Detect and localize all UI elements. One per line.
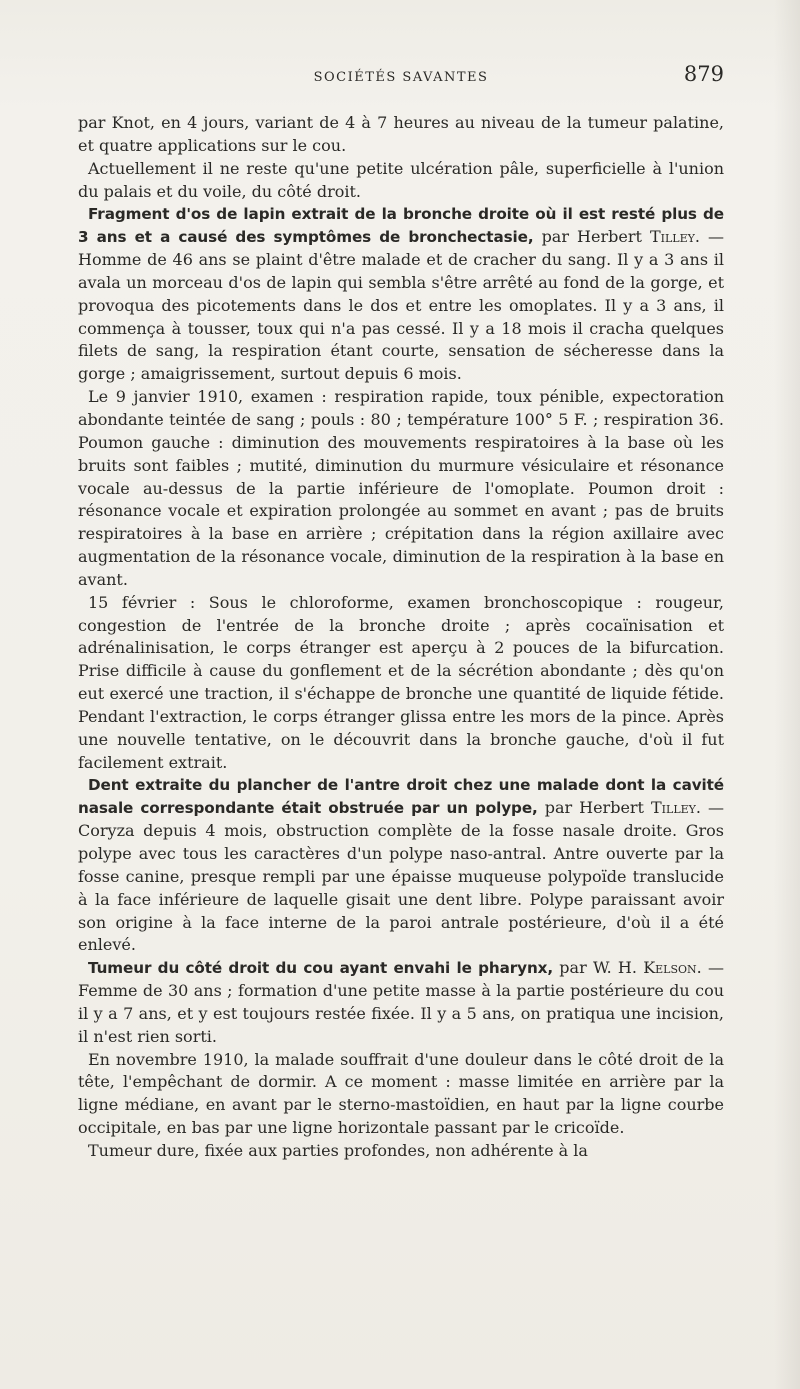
running-head: SOCIÉTÉS SAVANTES <box>313 70 489 85</box>
paragraph-5 <box>78 592 724 775</box>
paragraph-text: . — Coryza depuis 4 mois, obstruction complète de la fosse nasale droite. Gros polype avec tous les caractères d'un polype naso-antral. Antre ouverte par la fosse canine, presque rempli par une épaisse muqueuse polypoïde translucide à la face inférieure de laquelle gisait une dent libre. Polype paraissant avoir son origine à la face interne de la paroi antrale postérieure, d'où il a été enlevé. <box>78 798 725 955</box>
paragraph-8 <box>78 1049 724 1140</box>
paragraph-9 <box>78 1140 724 1163</box>
byline-prefix: par Herbert <box>537 798 651 818</box>
paragraph-text: 15 février : Sous le chloroforme, examen bronchoscopique : rougeur, congestion de l'entrée de la bronche droite ; après cocaïnisation et adrénalinisation, le corps étranger est aperçu à 2 pouces de la bifurcation. Prise difficile à cause du gonflement et de la sécrétion abondante ; dès qu'on eut exercé une traction, il s'échappe de bronche une quantité de liquide fétide. Pendant l'extraction, le corps étranger glissa entre les mors de la pince. Après une nouvelle tentative, on le découvrit dans la bronche gauche, d'où il fut facilement extrait. <box>78 592 724 772</box>
paragraph-text: Le 9 janvier 1910, examen : respiration rapide, toux pénible, expectoration abondante teintée de sang ; pouls : 80 ; température 100° 5 F. ; respiration 36. Poumon gauche : diminution des mouvements respiratoires à la base où les bruits sont faibles ; mutité, diminution du murmure vésiculaire et résonance vocale au-dessus de la partie inférieure de l'omoplate. Poumon droit : résonance vocale et expiration prolongée au sommet en avant ; pas de bruits respiratoires à la base en arrière ; crépitation dans la région axillaire avec augmentation de la résonance vocale, diminution de la respiration à la base en avant. <box>78 387 724 589</box>
author-name: Tilley <box>651 798 696 818</box>
paragraph-text: Actuellement il ne reste qu'une petite ulcération pâle, superficielle à l'union du palais et du voile, du côté droit. <box>78 158 724 201</box>
page-number: 879 <box>683 62 724 86</box>
section-title: Dent extraite du plancher de l'antre droit chez une malade dont la cavité nasale correspondante était obstruée par un polype, <box>78 776 724 818</box>
byline-prefix: par W. H. <box>553 958 644 978</box>
page-header <box>78 62 724 92</box>
paragraph-3-rabbit-bone <box>78 203 724 386</box>
paragraph-text: par Knot, en 4 jours, variant de 4 à 7 heures au niveau de la tumeur palatine, et quatre applications sur le cou. <box>78 113 724 155</box>
author-name: Tilley <box>649 227 695 247</box>
paragraph-text: En novembre 1910, la malade souffrait d'une douleur dans le côté droit de la tête, l'empêchant de dormir. A ce moment : masse limitée en arrière par la ligne médiane, en avant par le sterno-mastoïdien, en haut par la ligne courbe occipitale, en bas par une ligne horizontale passant par le cricoïde. <box>78 1049 724 1138</box>
paragraph-text: Tumeur dure, fixée aux parties profondes, non adhérente à la <box>88 1140 588 1160</box>
article-body <box>78 112 724 1163</box>
paragraph-text: . — Femme de 30 ans ; formation d'une petite masse à la partie postérieure du cou il y a 7 ans, et y est toujours restée fixée. Il y a 5 ans, on pratiqua une incision, il n'est rien sorti. <box>78 958 724 1046</box>
paragraph-1 <box>78 112 724 158</box>
paragraph-text: . — Homme de 46 ans se plaint d'être malade et de cracher du sang. Il y a 3 ans il avala un morceau d'os de lapin qui sembla s'être arrêté au fond de la gorge, et provoqua des picotements dans le dos et entre les omoplates. Il y a 3 ans, il commença à tousser, toux qui n'a pas cessé. Il y a 18 mois il cracha quelques filets de sang, la respiration étant courte, sensation de sécheresse dans la gorge ; amaigrissement, surtout depuis 6 mois. <box>78 227 725 384</box>
section-title: Tumeur du côté droit du cou ayant envahi le pharynx, <box>88 959 554 978</box>
page-edge-shadow <box>774 0 800 1389</box>
paragraph-7-neck-tumour <box>78 957 724 1048</box>
section-title: Fragment d'os de lapin extrait de la bronche droite où il est resté plus de 3 ans et a causé des symptômes de bronchectasie, <box>78 205 724 247</box>
paragraph-6-tooth <box>78 774 724 957</box>
byline-prefix: par Herbert <box>533 227 650 247</box>
paragraph-4 <box>78 386 724 592</box>
paragraph-2 <box>78 158 724 204</box>
author-name: Kelson <box>643 958 697 978</box>
